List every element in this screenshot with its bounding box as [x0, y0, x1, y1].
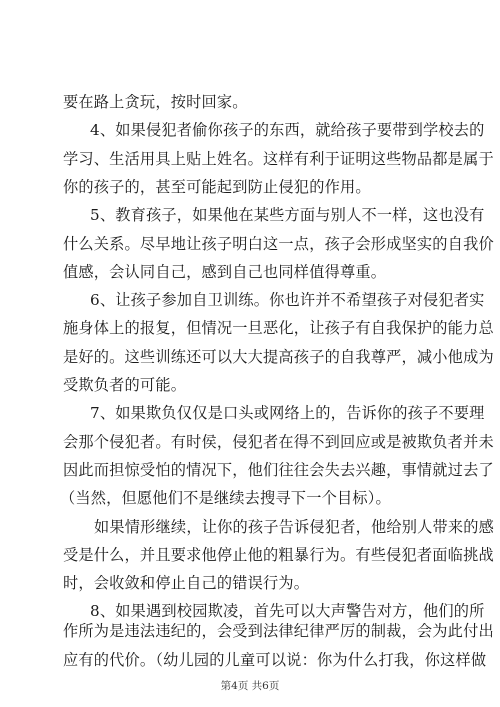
text-line: 如果情形继续，让你的孩子告诉侵犯者，他给别人带来的感	[94, 517, 495, 536]
text-line: 6、让孩子参加自卫训练。你也许并不希望孩子对侵犯者实	[90, 291, 485, 310]
text-line: 什么关系。尽早地让孩子明白这一点，孩子会形成坚实的自我价	[63, 234, 494, 253]
text-line: 作所为是违法违纪的，会受到法律纪律严厉的制裁，会为此付出	[63, 622, 494, 640]
text-line: 值感，会认同自己，感到自己也同样值得尊重。	[63, 262, 387, 281]
text-line: 7、如果欺负仅仅是口头或网络上的，告诉你的孩子不要理	[90, 404, 485, 423]
text-line: 5、教育孩子，如果他在某些方面与别人不一样，这也没有	[90, 206, 485, 225]
text-line: 学习、生活用具上贴上姓名。这样有利于证明这些物品都是属于	[63, 149, 494, 168]
text-line: 会那个侵犯者。有时侯，侵犯者在得不到回应或是被欺负者并未	[63, 432, 494, 451]
text-line: 因此而担惊受怕的情况下，他们往往会失去兴趣，事情就过去了	[63, 460, 494, 479]
text-line: 是好的。这些训练还可以大大提高孩子的自我尊严，减小他成为	[63, 347, 494, 366]
text-line: 4、如果侵犯者偷你孩子的东西，就给孩子要带到学校去的	[90, 121, 485, 140]
text-line: 施身体上的报复，但情况一旦恶化，让孩子有自我保护的能力总	[63, 319, 494, 338]
text-line: 时，会收敛和停止自己的错误行为。	[63, 574, 310, 593]
text-line: 你的孩子的，甚至可能起到防止侵犯的作用。	[63, 177, 371, 196]
page-footer: 第4页 共6页	[220, 680, 280, 692]
text-line: 8、如果遇到校园欺凌，首先可以大声警告对方，他们的所	[90, 602, 485, 621]
text-line: 应有的代价。（幼儿园的儿童可以说：你为什么打我，你这样做	[63, 651, 487, 669]
text-line: （当然，但愿他们不是继续去搜寻下一个目标）。	[60, 489, 391, 508]
text-line: 要在路上贪玩，按时回家。	[63, 93, 248, 111]
text-line: 受是什么，并且要求他停止他的粗暴行为。有些侵犯者面临挑战	[63, 545, 494, 564]
text-line: 受欺负者的可能。	[63, 376, 187, 394]
